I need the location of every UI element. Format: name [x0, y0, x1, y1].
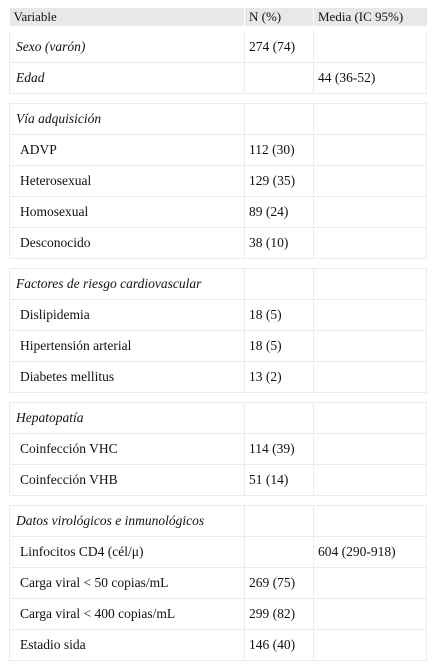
row-n-percent: 146 (40): [245, 630, 314, 661]
row-label: Diabetes mellitus: [10, 362, 245, 393]
row-n-percent: 274 (74): [245, 29, 314, 63]
row-label: Carga viral < 50 copias/mL: [10, 568, 245, 599]
row-label: Coinfección VHC: [10, 434, 245, 465]
row-label: Hepatopatía: [10, 403, 245, 434]
row-n-percent: [245, 269, 314, 300]
row-n-percent: 18 (5): [245, 300, 314, 331]
section-row: [10, 403, 427, 434]
row-label: Homosexual: [10, 197, 245, 228]
row-label: Datos virológicos e inmunológicos: [10, 506, 245, 537]
row-media-ic: [314, 104, 427, 135]
header-row: [10, 8, 427, 29]
table-row: [10, 166, 427, 197]
row-media-ic: [314, 362, 427, 393]
row-media-ic: [314, 434, 427, 465]
spacer-row: [10, 496, 427, 506]
table-row: [10, 197, 427, 228]
row-n-percent: 114 (39): [245, 434, 314, 465]
spacer-cell: [314, 259, 427, 269]
row-media-ic: [314, 197, 427, 228]
table-header: [10, 8, 427, 29]
row-label: Linfocitos CD4 (cél/μ): [10, 537, 245, 568]
row-n-percent: [245, 537, 314, 568]
row-label: Edad: [10, 63, 245, 94]
row-media-ic: [314, 465, 427, 496]
spacer-cell: [245, 94, 314, 104]
row-media-ic: [314, 568, 427, 599]
header-media-ic: Media (IC 95%): [314, 8, 427, 29]
row-n-percent: 13 (2): [245, 362, 314, 393]
row-n-percent: [245, 104, 314, 135]
section-row: [10, 269, 427, 300]
section-row: [10, 104, 427, 135]
spacer-cell: [10, 393, 245, 403]
spacer-row: [10, 94, 427, 104]
table-row: [10, 465, 427, 496]
table-row: [10, 135, 427, 166]
row-media-ic: [314, 29, 427, 63]
table-row: [10, 362, 427, 393]
row-n-percent: 299 (82): [245, 599, 314, 630]
row-media-ic: [314, 300, 427, 331]
row-media-ic: [314, 135, 427, 166]
header-n-percent: N (%): [245, 8, 314, 29]
section-row: [10, 29, 427, 63]
data-table: [9, 8, 427, 661]
table-row: [10, 568, 427, 599]
row-media-ic: [314, 269, 427, 300]
row-media-ic: [314, 506, 427, 537]
row-label: Carga viral < 400 copias/mL: [10, 599, 245, 630]
spacer-cell: [314, 393, 427, 403]
row-media-ic: [314, 331, 427, 362]
header-variable: Variable: [10, 8, 245, 29]
row-media-ic: [314, 403, 427, 434]
row-label: Heterosexual: [10, 166, 245, 197]
row-n-percent: 38 (10): [245, 228, 314, 259]
table-row: [10, 537, 427, 568]
table-row: [10, 599, 427, 630]
row-label: ADVP: [10, 135, 245, 166]
row-media-ic: 604 (290-918): [314, 537, 427, 568]
row-label: Estadio sida: [10, 630, 245, 661]
row-n-percent: 112 (30): [245, 135, 314, 166]
spacer-cell: [10, 94, 245, 104]
row-label: Hipertensión arterial: [10, 331, 245, 362]
row-label: Factores de riesgo cardiovascular: [10, 269, 245, 300]
row-n-percent: 18 (5): [245, 331, 314, 362]
row-n-percent: 269 (75): [245, 568, 314, 599]
table-row: [10, 228, 427, 259]
row-n-percent: [245, 63, 314, 94]
table-body: [10, 29, 427, 661]
table-row: [10, 331, 427, 362]
table-row: [10, 300, 427, 331]
table-container: [9, 8, 426, 661]
spacer-cell: [314, 496, 427, 506]
row-n-percent: 51 (14): [245, 465, 314, 496]
spacer-cell: [10, 496, 245, 506]
table-row: [10, 434, 427, 465]
row-media-ic: 44 (36-52): [314, 63, 427, 94]
row-label: Desconocido: [10, 228, 245, 259]
spacer-cell: [10, 259, 245, 269]
row-media-ic: [314, 630, 427, 661]
row-n-percent: [245, 403, 314, 434]
table-row: [10, 630, 427, 661]
row-label: Sexo (varón): [10, 29, 245, 63]
row-media-ic: [314, 166, 427, 197]
row-media-ic: [314, 599, 427, 630]
row-n-percent: [245, 506, 314, 537]
section-row: [10, 506, 427, 537]
spacer-row: [10, 393, 427, 403]
spacer-cell: [245, 259, 314, 269]
row-label: Vía adquisición: [10, 104, 245, 135]
row-n-percent: 89 (24): [245, 197, 314, 228]
spacer-cell: [314, 94, 427, 104]
spacer-cell: [245, 496, 314, 506]
section-row: [10, 63, 427, 94]
row-n-percent: 129 (35): [245, 166, 314, 197]
row-label: Coinfección VHB: [10, 465, 245, 496]
row-label: Dislipidemia: [10, 300, 245, 331]
spacer-row: [10, 259, 427, 269]
row-media-ic: [314, 228, 427, 259]
spacer-cell: [245, 393, 314, 403]
